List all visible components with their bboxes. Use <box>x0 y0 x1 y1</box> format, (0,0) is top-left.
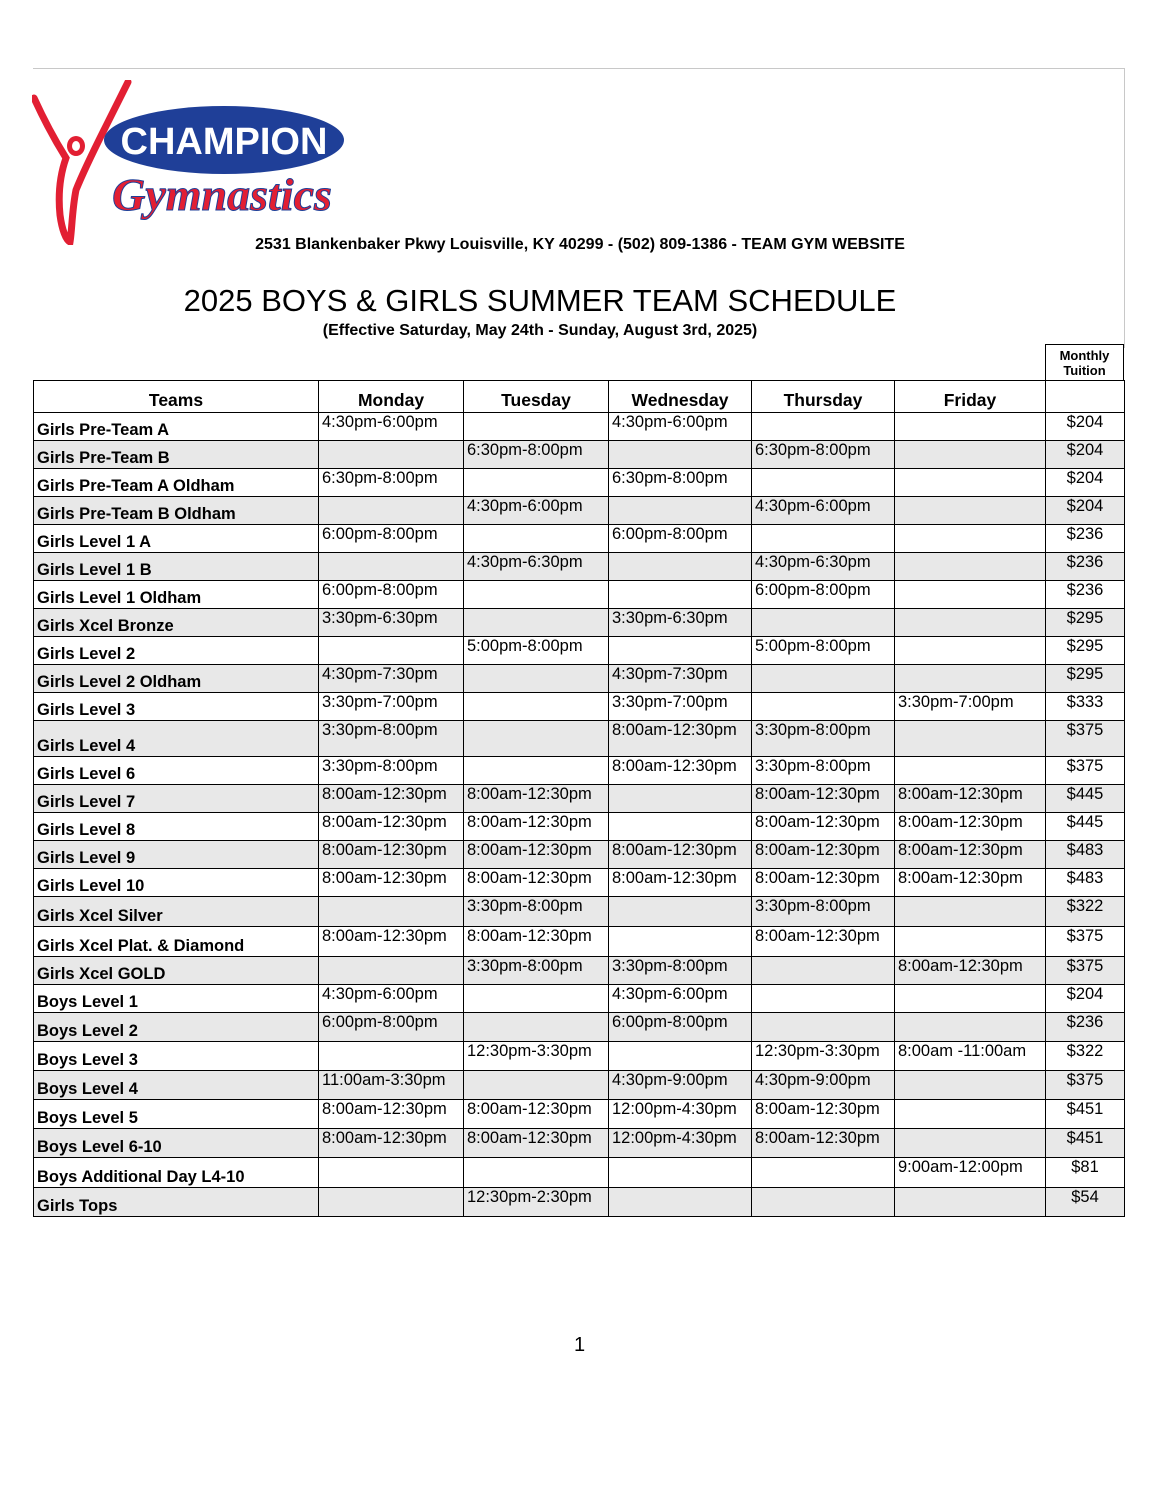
time-cell-tue: 6:30pm-8:00pm <box>464 441 609 469</box>
time-cell-wed <box>609 637 752 665</box>
time-cell-wed <box>609 785 752 813</box>
logo-line1: CHAMPION <box>120 121 328 163</box>
table-row <box>34 927 1125 957</box>
table-row <box>34 1071 1125 1100</box>
tuition-cell: $295 <box>1046 609 1125 637</box>
table-row <box>34 553 1125 581</box>
time-cell-tue <box>464 1071 609 1100</box>
time-cell-fri: 3:30pm-7:00pm <box>895 693 1046 721</box>
time-cell-fri <box>895 927 1046 957</box>
time-cell-wed: 4:30pm-7:30pm <box>609 665 752 693</box>
time-cell-mon: 3:30pm-7:00pm <box>319 693 464 721</box>
time-cell-mon <box>319 497 464 525</box>
time-cell-thu <box>752 413 895 441</box>
table-row <box>34 785 1125 813</box>
time-cell-thu: 8:00am-12:30pm <box>752 1129 895 1158</box>
time-cell-mon: 8:00am-12:30pm <box>319 841 464 869</box>
table-row <box>34 985 1125 1013</box>
time-cell-tue: 8:00am-12:30pm <box>464 1129 609 1158</box>
time-cell-thu <box>752 1158 895 1188</box>
time-cell-fri <box>895 721 1046 757</box>
time-cell-fri <box>895 609 1046 637</box>
team-name: Girls Level 4 <box>34 721 319 757</box>
time-cell-tue <box>464 525 609 553</box>
time-cell-fri <box>895 553 1046 581</box>
team-name: Girls Pre-Team B Oldham <box>34 497 319 525</box>
time-cell-mon <box>319 897 464 927</box>
time-cell-fri <box>895 441 1046 469</box>
table-row <box>34 609 1125 637</box>
tuition-cell: $375 <box>1046 957 1125 985</box>
tuition-cell: $333 <box>1046 693 1125 721</box>
tuition-cell: $375 <box>1046 927 1125 957</box>
col-header-teams: Teams <box>34 381 319 413</box>
time-cell-fri <box>895 1129 1046 1158</box>
team-name: Girls Xcel GOLD <box>34 957 319 985</box>
time-cell-wed <box>609 813 752 841</box>
time-cell-mon <box>319 553 464 581</box>
col-header-thursday: Thursday <box>752 381 895 413</box>
time-cell-fri <box>895 497 1046 525</box>
tuition-cell: $451 <box>1046 1100 1125 1129</box>
time-cell-mon <box>319 957 464 985</box>
time-cell-fri: 8:00am-12:30pm <box>895 785 1046 813</box>
time-cell-tue <box>464 757 609 785</box>
schedule-table <box>33 380 1125 1217</box>
team-name: Girls Level 1 B <box>34 553 319 581</box>
time-cell-mon: 3:30pm-6:30pm <box>319 609 464 637</box>
time-cell-thu <box>752 1188 895 1217</box>
tuition-cell: $204 <box>1046 413 1125 441</box>
time-cell-tue: 3:30pm-8:00pm <box>464 957 609 985</box>
time-cell-tue: 8:00am-12:30pm <box>464 785 609 813</box>
team-name: Girls Level 1 A <box>34 525 319 553</box>
time-cell-tue <box>464 609 609 637</box>
time-cell-fri <box>895 525 1046 553</box>
time-cell-thu: 3:30pm-8:00pm <box>752 897 895 927</box>
time-cell-tue <box>464 1158 609 1188</box>
time-cell-fri: 8:00am-12:30pm <box>895 841 1046 869</box>
time-cell-thu: 12:30pm-3:30pm <box>752 1042 895 1071</box>
time-cell-fri <box>895 665 1046 693</box>
time-cell-thu: 8:00am-12:30pm <box>752 841 895 869</box>
time-cell-thu: 8:00am-12:30pm <box>752 785 895 813</box>
time-cell-fri: 8:00am -11:00am <box>895 1042 1046 1071</box>
team-name: Boys Level 3 <box>34 1042 319 1071</box>
time-cell-thu: 8:00am-12:30pm <box>752 813 895 841</box>
time-cell-thu: 8:00am-12:30pm <box>752 927 895 957</box>
time-cell-mon: 6:00pm-8:00pm <box>319 581 464 609</box>
table-row <box>34 869 1125 897</box>
time-cell-mon: 4:30pm-6:00pm <box>319 413 464 441</box>
time-cell-thu: 3:30pm-8:00pm <box>752 721 895 757</box>
time-cell-wed: 3:30pm-8:00pm <box>609 957 752 985</box>
page-title: 2025 BOYS & GIRLS SUMMER TEAM SCHEDULE <box>183 283 897 318</box>
time-cell-fri <box>895 757 1046 785</box>
time-cell-thu: 3:30pm-8:00pm <box>752 757 895 785</box>
time-cell-mon: 8:00am-12:30pm <box>319 1100 464 1129</box>
time-cell-wed <box>609 927 752 957</box>
time-cell-mon: 3:30pm-8:00pm <box>319 721 464 757</box>
table-row <box>34 813 1125 841</box>
time-cell-wed <box>609 553 752 581</box>
time-cell-fri <box>895 637 1046 665</box>
time-cell-fri <box>895 581 1046 609</box>
table-row <box>34 1042 1125 1071</box>
table-row <box>34 665 1125 693</box>
tuition-cell: $483 <box>1046 869 1125 897</box>
team-name: Girls Pre-Team B <box>34 441 319 469</box>
time-cell-fri <box>895 469 1046 497</box>
time-cell-tue: 8:00am-12:30pm <box>464 813 609 841</box>
team-name: Girls Level 3 <box>34 693 319 721</box>
time-cell-tue: 3:30pm-8:00pm <box>464 897 609 927</box>
col-header-tuition <box>1046 381 1125 413</box>
tuition-cell: $445 <box>1046 785 1125 813</box>
table-row <box>34 1129 1125 1158</box>
time-cell-tue: 8:00am-12:30pm <box>464 869 609 897</box>
time-cell-thu <box>752 609 895 637</box>
time-cell-fri <box>895 897 1046 927</box>
time-cell-thu <box>752 693 895 721</box>
time-cell-thu <box>752 985 895 1013</box>
time-cell-fri <box>895 1188 1046 1217</box>
time-cell-wed: 4:30pm-6:00pm <box>609 985 752 1013</box>
time-cell-thu: 4:30pm-6:00pm <box>752 497 895 525</box>
tuition-cell: $375 <box>1046 1071 1125 1100</box>
col-header-wednesday: Wednesday <box>609 381 752 413</box>
team-name: Girls Pre-Team A Oldham <box>34 469 319 497</box>
table-row <box>34 441 1125 469</box>
tuition-cell: $295 <box>1046 637 1125 665</box>
time-cell-tue: 8:00am-12:30pm <box>464 1100 609 1129</box>
time-cell-wed: 3:30pm-7:00pm <box>609 693 752 721</box>
time-cell-thu <box>752 957 895 985</box>
time-cell-fri <box>895 1013 1046 1042</box>
time-cell-fri: 8:00am-12:30pm <box>895 869 1046 897</box>
time-cell-thu: 6:30pm-8:00pm <box>752 441 895 469</box>
time-cell-wed: 12:00pm-4:30pm <box>609 1129 752 1158</box>
team-name: Girls Xcel Plat. & Diamond <box>34 927 319 957</box>
time-cell-tue: 4:30pm-6:00pm <box>464 497 609 525</box>
time-cell-tue: 5:00pm-8:00pm <box>464 637 609 665</box>
time-cell-wed: 12:00pm-4:30pm <box>609 1100 752 1129</box>
time-cell-wed <box>609 1188 752 1217</box>
time-cell-mon: 4:30pm-6:00pm <box>319 985 464 1013</box>
right-rule <box>1124 68 1125 348</box>
team-name: Girls Tops <box>34 1188 319 1217</box>
time-cell-wed: 6:00pm-8:00pm <box>609 525 752 553</box>
time-cell-mon: 6:00pm-8:00pm <box>319 1013 464 1042</box>
table-row <box>34 721 1125 757</box>
address-line: 2531 Blankenbaker Pkwy Louisville, KY 40299 - (502) 809-1386 - TEAM GYM WEBSITE <box>255 236 905 253</box>
table-row <box>34 897 1125 927</box>
col-header-monday: Monday <box>319 381 464 413</box>
time-cell-fri <box>895 1071 1046 1100</box>
time-cell-wed: 6:30pm-8:00pm <box>609 469 752 497</box>
team-name: Girls Xcel Silver <box>34 897 319 927</box>
team-name: Girls Level 6 <box>34 757 319 785</box>
time-cell-thu: 4:30pm-9:00pm <box>752 1071 895 1100</box>
tuition-cell: $375 <box>1046 757 1125 785</box>
time-cell-mon: 3:30pm-8:00pm <box>319 757 464 785</box>
time-cell-tue: 8:00am-12:30pm <box>464 841 609 869</box>
team-name: Girls Level 2 <box>34 637 319 665</box>
team-name: Girls Pre-Team A <box>34 413 319 441</box>
time-cell-mon: 11:00am-3:30pm <box>319 1071 464 1100</box>
tuition-cell: $81 <box>1046 1158 1125 1188</box>
time-cell-fri <box>895 985 1046 1013</box>
tuition-cell: $236 <box>1046 525 1125 553</box>
champion-gymnastics-logo <box>32 80 352 245</box>
time-cell-wed <box>609 581 752 609</box>
tuition-cell: $204 <box>1046 985 1125 1013</box>
time-cell-wed: 8:00am-12:30pm <box>609 757 752 785</box>
time-cell-fri: 9:00am-12:00pm <box>895 1158 1046 1188</box>
table-header-row <box>34 381 1125 413</box>
tuition-cell: $483 <box>1046 841 1125 869</box>
tuition-cell: $295 <box>1046 665 1125 693</box>
table-row <box>34 1100 1125 1129</box>
team-name: Boys Level 2 <box>34 1013 319 1042</box>
time-cell-mon <box>319 637 464 665</box>
table-row <box>34 497 1125 525</box>
time-cell-wed <box>609 897 752 927</box>
time-cell-mon <box>319 1158 464 1188</box>
time-cell-wed: 8:00am-12:30pm <box>609 721 752 757</box>
tuition-cell: $322 <box>1046 1042 1125 1071</box>
time-cell-tue: 12:30pm-2:30pm <box>464 1188 609 1217</box>
time-cell-fri: 8:00am-12:30pm <box>895 813 1046 841</box>
time-cell-fri <box>895 1100 1046 1129</box>
team-name: Girls Xcel Bronze <box>34 609 319 637</box>
team-name: Girls Level 2 Oldham <box>34 665 319 693</box>
time-cell-tue <box>464 721 609 757</box>
time-cell-thu: 6:00pm-8:00pm <box>752 581 895 609</box>
time-cell-mon: 8:00am-12:30pm <box>319 813 464 841</box>
time-cell-fri: 8:00am-12:30pm <box>895 957 1046 985</box>
team-name: Boys Additional Day L4-10 <box>34 1158 319 1188</box>
logo-line2: Gymnastics <box>112 169 332 220</box>
time-cell-mon: 8:00am-12:30pm <box>319 869 464 897</box>
time-cell-thu: 8:00am-12:30pm <box>752 869 895 897</box>
time-cell-tue <box>464 1013 609 1042</box>
time-cell-mon: 6:30pm-8:00pm <box>319 469 464 497</box>
tuition-cell: $236 <box>1046 553 1125 581</box>
tuition-cell: $375 <box>1046 721 1125 757</box>
tuition-cell: $236 <box>1046 1013 1125 1042</box>
team-name: Girls Level 9 <box>34 841 319 869</box>
time-cell-thu: 8:00am-12:30pm <box>752 1100 895 1129</box>
team-name: Boys Level 6-10 <box>34 1129 319 1158</box>
table-row <box>34 1013 1125 1042</box>
time-cell-wed: 4:30pm-9:00pm <box>609 1071 752 1100</box>
time-cell-wed: 4:30pm-6:00pm <box>609 413 752 441</box>
time-cell-mon <box>319 441 464 469</box>
time-cell-thu: 5:00pm-8:00pm <box>752 637 895 665</box>
time-cell-mon <box>319 1188 464 1217</box>
col-header-friday: Friday <box>895 381 1046 413</box>
time-cell-tue <box>464 413 609 441</box>
time-cell-mon: 8:00am-12:30pm <box>319 1129 464 1158</box>
team-name: Boys Level 5 <box>34 1100 319 1129</box>
time-cell-mon: 4:30pm-7:30pm <box>319 665 464 693</box>
page-subtitle: (Effective Saturday, May 24th - Sunday, August 3rd, 2025) <box>322 322 758 339</box>
time-cell-mon: 6:00pm-8:00pm <box>319 525 464 553</box>
table-row <box>34 581 1125 609</box>
table-row <box>34 469 1125 497</box>
team-name: Boys Level 4 <box>34 1071 319 1100</box>
time-cell-tue <box>464 693 609 721</box>
team-name: Girls Level 7 <box>34 785 319 813</box>
time-cell-mon: 8:00am-12:30pm <box>319 785 464 813</box>
time-cell-thu <box>752 1013 895 1042</box>
team-name: Girls Level 10 <box>34 869 319 897</box>
team-name: Boys Level 1 <box>34 985 319 1013</box>
table-row <box>34 413 1125 441</box>
time-cell-thu <box>752 525 895 553</box>
time-cell-wed <box>609 441 752 469</box>
time-cell-tue <box>464 985 609 1013</box>
time-cell-wed: 8:00am-12:30pm <box>609 869 752 897</box>
time-cell-thu <box>752 469 895 497</box>
time-cell-wed: 6:00pm-8:00pm <box>609 1013 752 1042</box>
time-cell-tue: 8:00am-12:30pm <box>464 927 609 957</box>
time-cell-wed <box>609 497 752 525</box>
top-rule <box>33 68 1125 69</box>
time-cell-thu <box>752 665 895 693</box>
time-cell-tue <box>464 581 609 609</box>
time-cell-fri <box>895 413 1046 441</box>
tuition-cell: $236 <box>1046 581 1125 609</box>
table-row <box>34 637 1125 665</box>
page-number: 1 <box>573 1334 586 1356</box>
tuition-cell: $54 <box>1046 1188 1125 1217</box>
col-header-tuesday: Tuesday <box>464 381 609 413</box>
time-cell-wed <box>609 1158 752 1188</box>
team-name: Girls Level 8 <box>34 813 319 841</box>
monthly-tuition-header: Monthly Tuition <box>1045 344 1124 380</box>
table-row <box>34 693 1125 721</box>
team-name: Girls Level 1 Oldham <box>34 581 319 609</box>
time-cell-wed: 3:30pm-6:30pm <box>609 609 752 637</box>
table-row <box>34 957 1125 985</box>
time-cell-mon <box>319 1042 464 1071</box>
tuition-cell: $204 <box>1046 441 1125 469</box>
time-cell-tue: 4:30pm-6:30pm <box>464 553 609 581</box>
tuition-cell: $445 <box>1046 813 1125 841</box>
tuition-cell: $204 <box>1046 497 1125 525</box>
table-row <box>34 1158 1125 1188</box>
time-cell-wed <box>609 1042 752 1071</box>
time-cell-wed: 8:00am-12:30pm <box>609 841 752 869</box>
table-row <box>34 1188 1125 1217</box>
time-cell-thu: 4:30pm-6:30pm <box>752 553 895 581</box>
table-row <box>34 841 1125 869</box>
tuition-cell: $322 <box>1046 897 1125 927</box>
table-row <box>34 757 1125 785</box>
time-cell-tue <box>464 469 609 497</box>
time-cell-mon: 8:00am-12:30pm <box>319 927 464 957</box>
tuition-cell: $204 <box>1046 469 1125 497</box>
time-cell-tue <box>464 665 609 693</box>
tuition-cell: $451 <box>1046 1129 1125 1158</box>
time-cell-tue: 12:30pm-3:30pm <box>464 1042 609 1071</box>
table-row <box>34 525 1125 553</box>
